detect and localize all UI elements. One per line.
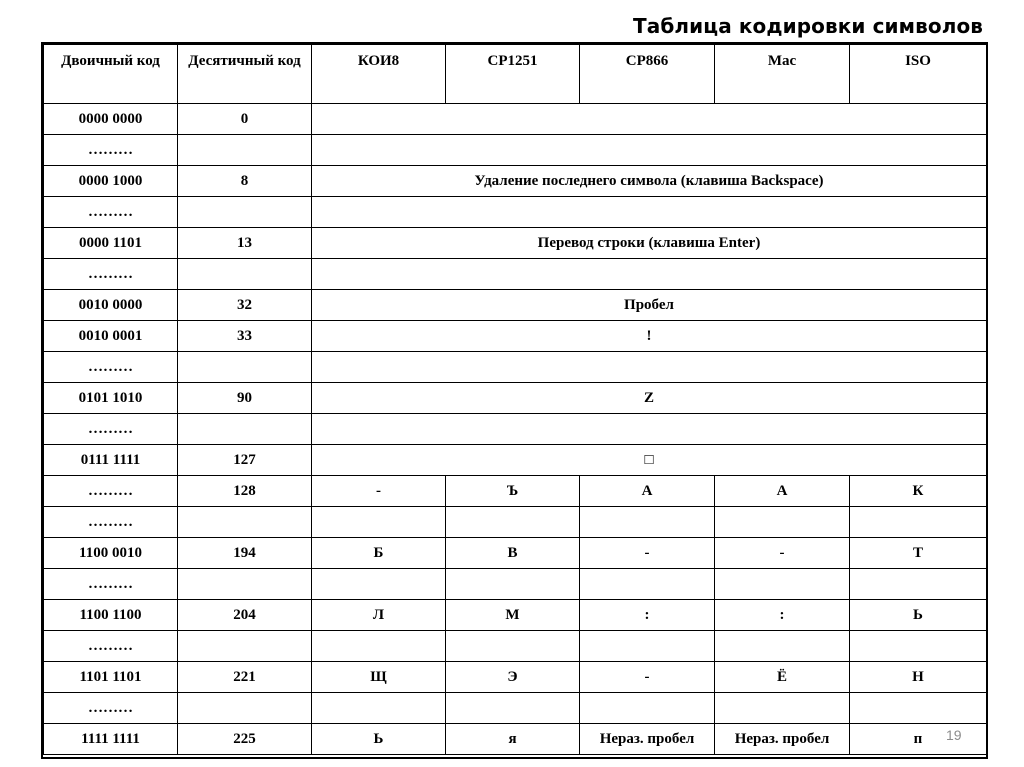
cell-mac — [715, 569, 850, 600]
cell-decimal-code: 204 — [178, 600, 312, 631]
cell-decimal-code — [178, 259, 312, 290]
cell-binary-code: 1100 0010 — [44, 538, 178, 569]
cell-binary-code: 0101 1010 — [44, 383, 178, 414]
cell-koi8: Л — [312, 600, 446, 631]
cell-binary-code: ……… — [44, 197, 178, 228]
cell-binary-code: 0000 1000 — [44, 166, 178, 197]
cell-koi8: Б — [312, 538, 446, 569]
header-row — [44, 45, 987, 104]
cell-mac: Ё — [715, 662, 850, 693]
cell-all-encodings — [312, 104, 987, 135]
cell-all-encodings: ! — [312, 321, 987, 352]
cell-all-encodings: □ — [312, 445, 987, 476]
cell-cp1251: М — [446, 600, 580, 631]
header-cp1251: CP1251 — [446, 45, 580, 104]
cell-binary-code: ……… — [44, 135, 178, 166]
cell-mac — [715, 507, 850, 538]
cell-decimal-code: 127 — [178, 445, 312, 476]
cell-decimal-code: 221 — [178, 662, 312, 693]
header-decimal-code: Десятичный код — [178, 45, 312, 104]
cell-cp1251 — [446, 507, 580, 538]
table-row — [44, 476, 987, 507]
cell-cp1251: я — [446, 724, 580, 755]
table-row — [44, 445, 987, 476]
cell-iso — [850, 569, 987, 600]
cell-cp866 — [580, 507, 715, 538]
page-number: 19 — [946, 727, 962, 743]
cell-cp866: - — [580, 662, 715, 693]
cell-all-encodings: Перевод строки (клавиша Enter) — [312, 228, 987, 259]
table-row — [44, 662, 987, 693]
cell-decimal-code: 0 — [178, 104, 312, 135]
cell-decimal-code: 90 — [178, 383, 312, 414]
cell-all-encodings — [312, 352, 987, 383]
header-cp866: CP866 — [580, 45, 715, 104]
cell-binary-code: ……… — [44, 507, 178, 538]
cell-mac: Нераз. пробел — [715, 724, 850, 755]
cell-binary-code: ……… — [44, 352, 178, 383]
cell-binary-code: ……… — [44, 693, 178, 724]
cell-cp1251: Э — [446, 662, 580, 693]
table-row — [44, 693, 987, 724]
table-row — [44, 166, 987, 197]
table-row — [44, 104, 987, 135]
cell-all-encodings — [312, 197, 987, 228]
cell-binary-code: ……… — [44, 569, 178, 600]
cell-all-encodings: Удаление последнего символа (клавиша Backspace) — [312, 166, 987, 197]
table-row — [44, 507, 987, 538]
cell-cp1251 — [446, 631, 580, 662]
cell-all-encodings — [312, 135, 987, 166]
table-row — [44, 538, 987, 569]
cell-binary-code: 0000 1101 — [44, 228, 178, 259]
header-binary-code: Двоичный код — [44, 45, 178, 104]
table-row — [44, 724, 987, 755]
cell-binary-code: ……… — [44, 476, 178, 507]
cell-all-encodings: Пробел — [312, 290, 987, 321]
cell-koi8 — [312, 631, 446, 662]
cell-binary-code: 0111 1111 — [44, 445, 178, 476]
cell-cp866 — [580, 569, 715, 600]
table-row — [44, 352, 987, 383]
cell-iso: К — [850, 476, 987, 507]
cell-binary-code: 1100 1100 — [44, 600, 178, 631]
cell-iso: п — [850, 724, 987, 755]
table-row — [44, 631, 987, 662]
cell-cp1251 — [446, 693, 580, 724]
cell-iso: Т — [850, 538, 987, 569]
cell-koi8 — [312, 693, 446, 724]
cell-cp1251 — [446, 569, 580, 600]
table-row — [44, 259, 987, 290]
cell-iso — [850, 693, 987, 724]
cell-decimal-code — [178, 693, 312, 724]
table-row — [44, 383, 987, 414]
encoding-table — [43, 44, 987, 755]
cell-iso — [850, 631, 987, 662]
cell-all-encodings — [312, 259, 987, 290]
table-row — [44, 600, 987, 631]
cell-decimal-code — [178, 631, 312, 662]
cell-decimal-code — [178, 352, 312, 383]
cell-cp1251: Ъ — [446, 476, 580, 507]
table-row — [44, 197, 987, 228]
cell-iso: Н — [850, 662, 987, 693]
cell-decimal-code: 194 — [178, 538, 312, 569]
table-row — [44, 290, 987, 321]
cell-mac — [715, 631, 850, 662]
cell-decimal-code: 8 — [178, 166, 312, 197]
cell-cp866: А — [580, 476, 715, 507]
cell-koi8 — [312, 569, 446, 600]
cell-binary-code: 0010 0000 — [44, 290, 178, 321]
slide-title: Таблица кодировки символов — [633, 14, 984, 38]
cell-mac: : — [715, 600, 850, 631]
cell-cp866: - — [580, 538, 715, 569]
cell-decimal-code — [178, 507, 312, 538]
cell-iso: Ь — [850, 600, 987, 631]
cell-binary-code: ……… — [44, 631, 178, 662]
cell-decimal-code: 225 — [178, 724, 312, 755]
table-row — [44, 228, 987, 259]
table-row — [44, 321, 987, 352]
cell-mac: А — [715, 476, 850, 507]
cell-binary-code: 1111 1111 — [44, 724, 178, 755]
cell-binary-code: 1101 1101 — [44, 662, 178, 693]
cell-decimal-code: 13 — [178, 228, 312, 259]
cell-iso — [850, 507, 987, 538]
table-row — [44, 569, 987, 600]
cell-koi8 — [312, 507, 446, 538]
cell-binary-code: ……… — [44, 259, 178, 290]
cell-koi8: Ь — [312, 724, 446, 755]
cell-decimal-code: 128 — [178, 476, 312, 507]
cell-decimal-code — [178, 135, 312, 166]
cell-mac — [715, 693, 850, 724]
cell-all-encodings — [312, 414, 987, 445]
cell-cp866 — [580, 631, 715, 662]
cell-koi8: - — [312, 476, 446, 507]
cell-decimal-code: 33 — [178, 321, 312, 352]
header-iso: ISO — [850, 45, 987, 104]
cell-decimal-code — [178, 414, 312, 445]
header-koi8: КОИ8 — [312, 45, 446, 104]
cell-binary-code: ……… — [44, 414, 178, 445]
cell-cp866: : — [580, 600, 715, 631]
cell-decimal-code — [178, 569, 312, 600]
header-mac: Mac — [715, 45, 850, 104]
table-row — [44, 414, 987, 445]
cell-cp1251: В — [446, 538, 580, 569]
cell-cp866 — [580, 693, 715, 724]
cell-binary-code: 0000 0000 — [44, 104, 178, 135]
cell-mac: - — [715, 538, 850, 569]
cell-binary-code: 0010 0001 — [44, 321, 178, 352]
table-row — [44, 135, 987, 166]
cell-koi8: Щ — [312, 662, 446, 693]
cell-cp866: Нераз. пробел — [580, 724, 715, 755]
cell-decimal-code — [178, 197, 312, 228]
cell-decimal-code: 32 — [178, 290, 312, 321]
cell-all-encodings: Z — [312, 383, 987, 414]
